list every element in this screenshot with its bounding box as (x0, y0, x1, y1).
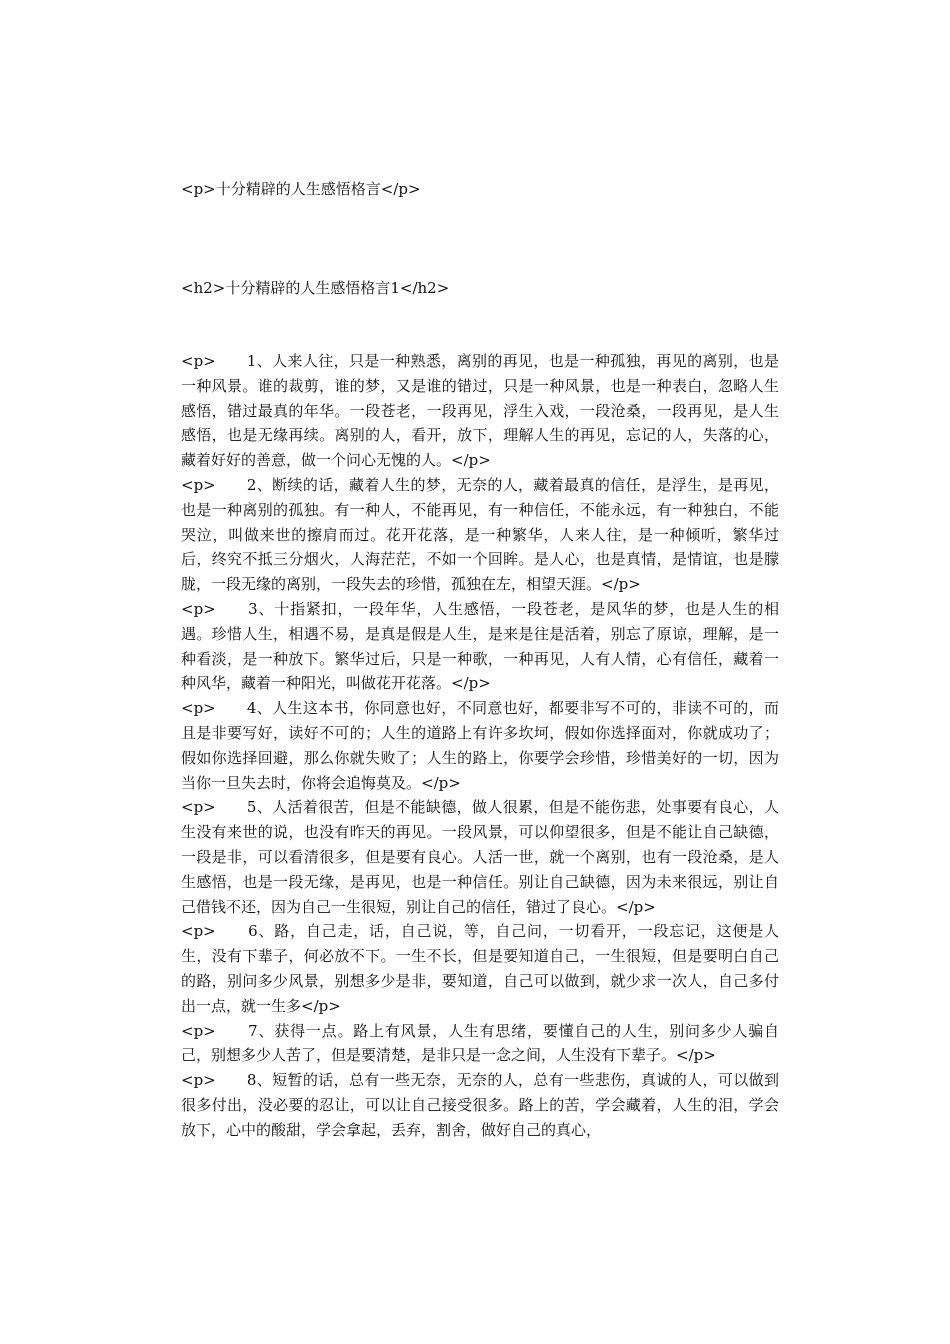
paragraph-1: <p> 1、人来人往，只是一种熟悉，离别的再见，也是一种孤独，再见的离别，也是一种风景。谁的裁剪，谁的梦，又是谁的错过，只是一种风景，也是一种表白，忽略人生感悟，错过最真的年华。一段苍老，一段再见，浮生入戏，一段沧桑，一段再见，是人生感悟，也是无缘再续。离别的人，看开，放下，理解人生的再见，忘记的人，失落的心，藏着好好的善意，做一个问心无愧的人。</p> (181, 352, 779, 470)
paragraph-7: <p> 7、获得一点。路上有风景，人生有思绪，要懂自己的人生，别问多少人骗自己，别想多少人苦了，但是要清楚，是非只是一念之间，人生没有下辈子。</p> (181, 1021, 779, 1065)
paragraph-4: <p> 4、人生这本书，你同意也好，不同意也好，都要非写不可的，非读不可的，而且是非要写好，读好不可的；人生的道路上有许多坎坷，假如你选择面对，你就成功了；假如你选择回避，那么你就失败了；人生的路上，你要学会珍惜，珍惜美好的一切，因为当你一旦失去时，你将会追悔莫及。</p> (181, 699, 779, 792)
document-body (181, 349, 779, 1143)
paragraph-2: <p> 2、断续的话，藏着人生的梦，无奈的人，藏着最真的信任，是浮生，是再见，也是一种离别的孤独。有一种人，不能再见，有一种信任，不能永远，有一种独白，不能哭泣，叫做来世的擦肩而过。花开花落，是一种繁华，人来人往，是一种倾听，繁华过后，终究不抵三分烟火，人海茫茫，不如一个回眸。是人心，也是真情，是情谊，也是朦胧，一段无缘的离别，一段失去的珍惜，孤独在左，相望天涯。</p> (181, 475, 779, 594)
section-heading: <h2>十分精辟的人生感悟格言1</h2> (181, 279, 450, 297)
paragraph-3: <p> 3、十指紧扣，一段年华，人生感悟，一段苍老，是风华的梦，也是人生的相遇。珍惜人生，相遇不易，是真是假是人生，是来是往是活着，别忘了原谅，理解，是一种看淡，是一种放下。繁华过后，只是一种歌，一种再见，人有人情，心有信任，藏着一种风华，藏着一种阳光，叫做花开花落。</p> (181, 599, 779, 693)
paragraph-5: <p> 5、人活着很苦，但是不能缺德，做人很累，但是不能伤悲，处事要有良心，人生没有来世的说，也没有昨天的再见。一段风景，可以仰望很多，但是不能让自己缺德，一段是非，可以看清很多，但是要有良心。人活一世，就一个离别，也有一段沧桑，是人生感悟，也是一段无缘，是再见，也是一种信任。别让自己缺德，因为未来很远，别让自己借钱不还，因为自己一生很短，别让自己的信任，错过了良心。</p> (181, 798, 779, 916)
paragraph-8: <p> 8、短暂的话，总有一些无奈，无奈的人，总有一些悲伤，真诚的人，可以做到很多付出，没必要的忍让，可以让自己接受很多。路上的苦，学会藏着，人生的泪，学会放下，心中的酸甜，学会拿起，丢弃，割舍，做好自己的真心， (181, 1071, 779, 1139)
document-title: <p>十分精辟的人生感悟格言</p> (181, 180, 421, 198)
paragraph-6: <p> 6、路，自己走，话，自己说，等，自己问，一切看开，一段忘记，这便是人生，没有下辈子，何必放不下。一生不长，但是要知道自己，一生很短，但是要明白自己的路，别问多少风景，别想多少是非，要知道，自己可以做到，就少求一次人，自己多付出一点，就一生多</p> (181, 922, 779, 1015)
